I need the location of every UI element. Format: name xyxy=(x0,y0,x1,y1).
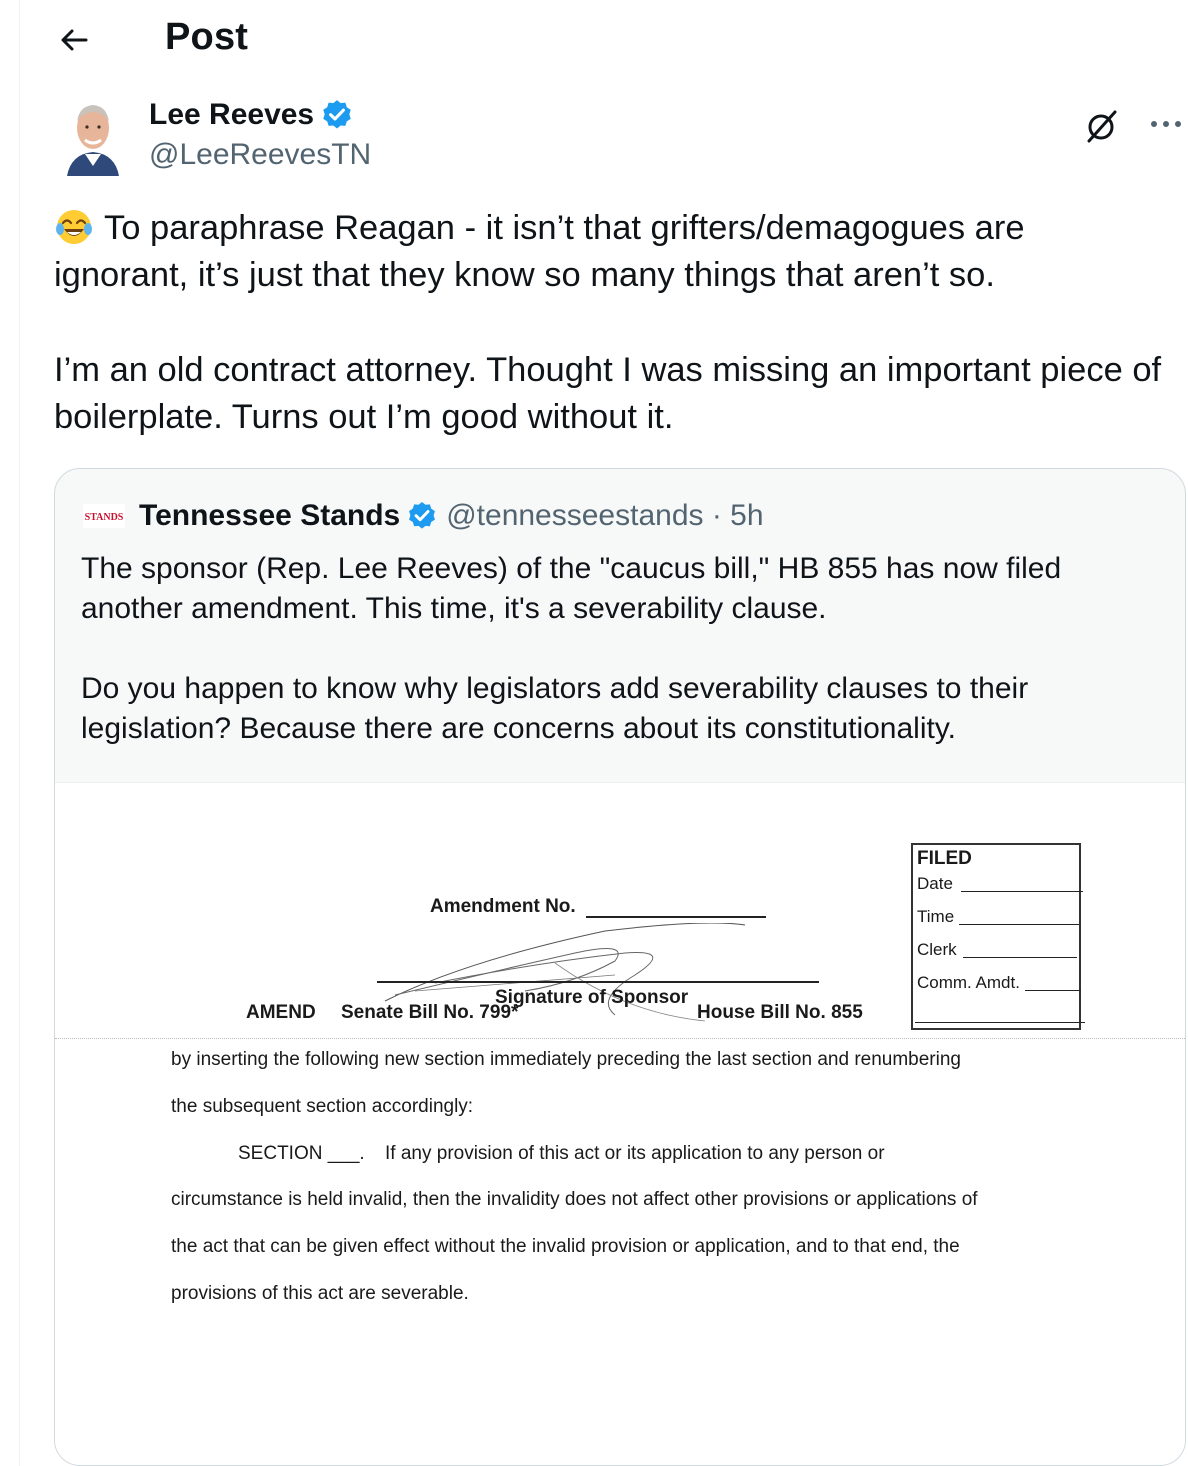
quoted-post-card[interactable] xyxy=(54,468,1186,1466)
amendment-document-image[interactable] xyxy=(55,782,1185,1466)
timeline-border xyxy=(19,0,20,1466)
house-bill: House Bill No. 855 xyxy=(697,1002,863,1023)
filed-clerk-line xyxy=(963,957,1077,958)
quoted-author-name[interactable]: Tennessee Stands xyxy=(139,499,401,532)
post-text xyxy=(54,205,1164,441)
face-with-tears-of-joy-icon xyxy=(54,207,94,247)
filed-comm-line xyxy=(1025,990,1081,991)
quoted-paragraph-1: The sponsor (Rep. Lee Reeves) of the "caucus bill," HB 855 has now filed another amendment. This time, it's a severability clause. xyxy=(81,552,1062,625)
quoted-post-text xyxy=(81,549,1151,749)
filed-time: Time xyxy=(917,907,955,926)
quoted-paragraph-2: Do you happen to know why legislators add severability clauses to their legislation? Because there are concerns about its constitutionality. xyxy=(81,672,1029,745)
signature-label: Signature of Sponsor xyxy=(495,987,689,1008)
verified-badge-icon xyxy=(320,98,354,132)
doc-line-4: circumstance is held invalid, then the invalidity does not affect other provisions or applications of xyxy=(171,1189,978,1210)
filed-box xyxy=(911,843,1081,1030)
doc-line-5: the act that can be given effect without the invalid provision or application, and to that end, the xyxy=(171,1236,960,1257)
logo-text: STANDS xyxy=(84,512,124,523)
amend-label: AMEND xyxy=(246,1002,316,1023)
signature-underline xyxy=(377,981,819,983)
filed-clerk: Clerk xyxy=(917,940,957,959)
doc-line-2: the subsequent section accordingly: xyxy=(171,1096,474,1117)
separator-line xyxy=(55,1038,1185,1039)
filed-time-line xyxy=(959,924,1079,925)
doc-line-3: If any provision of this act or its application to any person or xyxy=(385,1143,885,1164)
more-dots-icon[interactable] xyxy=(1148,118,1184,130)
author-name[interactable] xyxy=(149,98,354,132)
post-paragraph-2: I’m an old contract attorney. Thought I was missing an important piece of boilerplate. Turns out I’m good without it. xyxy=(54,351,1162,436)
filed-bottom-line xyxy=(915,1022,1085,1023)
arrow-left-icon[interactable] xyxy=(56,22,92,58)
quoted-post-header xyxy=(83,499,764,533)
doc-line-1: by inserting the following new section immediately preceding the last section and renumbering xyxy=(171,1049,961,1070)
filed-date: Date xyxy=(917,874,953,893)
amendment-label: Amendment No. xyxy=(430,896,576,917)
doc-section-label: SECTION ___. xyxy=(238,1143,365,1164)
filed-title: FILED xyxy=(917,848,972,869)
header xyxy=(0,0,1188,80)
amendment-underline xyxy=(586,916,766,918)
filed-comm-amdt: Comm. Amdt. xyxy=(917,973,1020,992)
grok-icon[interactable] xyxy=(1084,108,1120,144)
post-paragraph-1-text: To paraphrase Reagan - it isn’t that grifters/demagogues are ignorant, it’s just that they know so many things that aren’t so. xyxy=(54,209,1025,294)
author-handle[interactable]: @LeeReevesTN xyxy=(149,138,372,171)
page-title: Post xyxy=(165,16,249,58)
doc-line-6: provisions of this act are severable. xyxy=(171,1283,469,1304)
avatar[interactable] xyxy=(61,96,125,176)
quoted-author-handle-time[interactable]: @tennesseestands · 5h xyxy=(446,499,764,532)
filed-date-line xyxy=(961,891,1083,892)
author-name-text: Lee Reeves xyxy=(149,98,315,131)
tennessee-stands-logo[interactable] xyxy=(83,504,125,528)
senate-bill: Senate Bill No. 799* xyxy=(341,1002,519,1023)
post-paragraph-1 xyxy=(54,205,1164,299)
verified-badge-icon xyxy=(406,500,438,532)
